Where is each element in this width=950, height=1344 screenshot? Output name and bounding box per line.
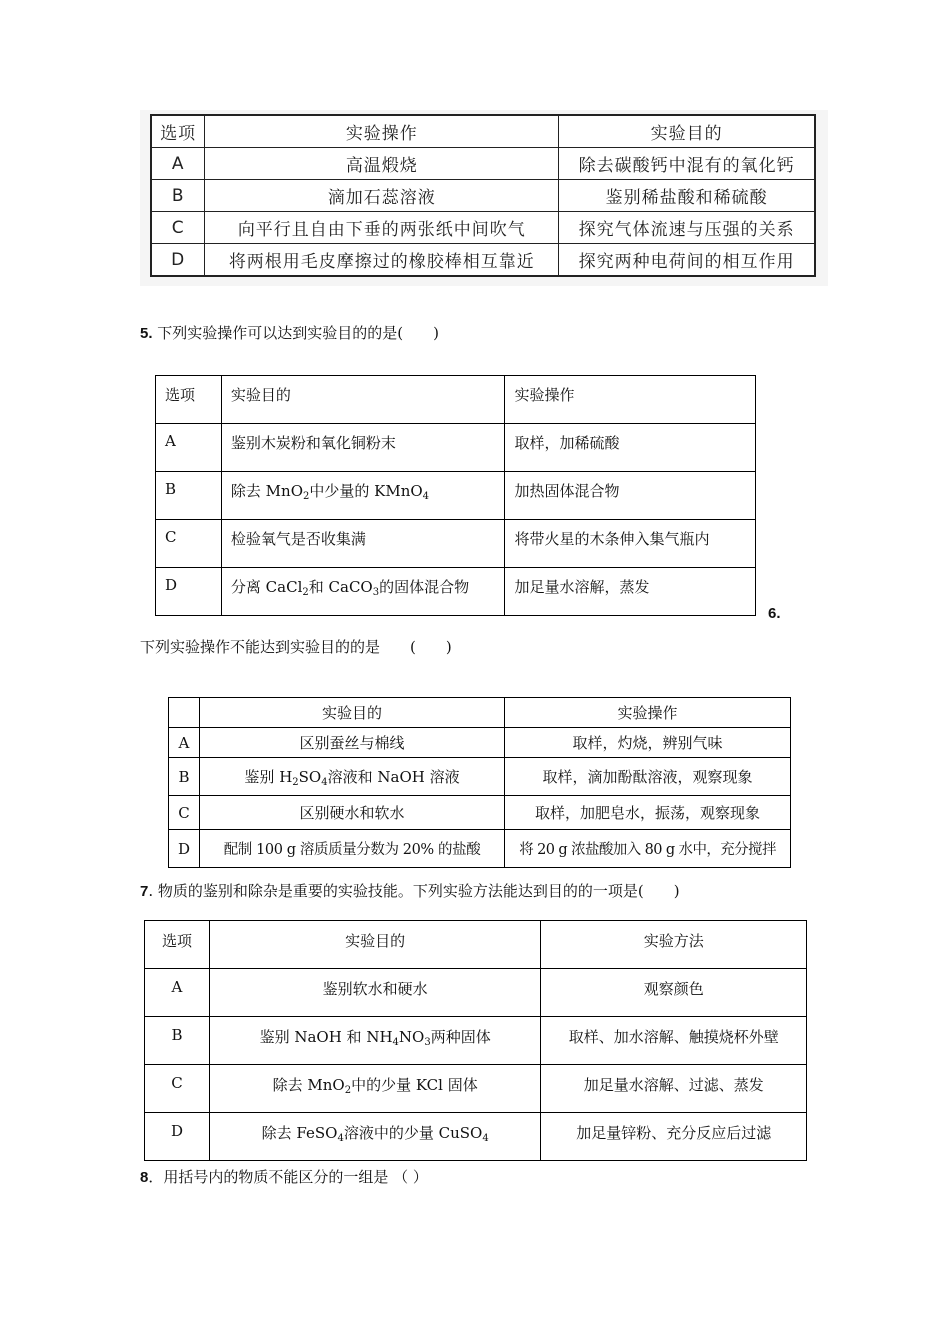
option-cell: A: [169, 728, 200, 758]
scanned-table: [150, 114, 816, 277]
operation-cell: 滴加石蕊溶液: [205, 180, 559, 212]
header-cell: 实验目的: [209, 921, 541, 969]
table-row: [156, 424, 756, 472]
goal-cell: 鉴别 $H_2SO_4$溶液和 NaOH 溶液: [199, 758, 504, 796]
header-cell: 实验目的: [199, 698, 504, 728]
goal-cell: 鉴别软水和硬水: [209, 969, 541, 1017]
goal-cell: 探究气体流速与压强的关系: [559, 212, 815, 244]
table-header-row: [156, 376, 756, 424]
question-number: 7: [140, 883, 149, 900]
operation-cell: 取样，滴加酚酞溶液，观察现象: [505, 758, 791, 796]
question-number: 8: [140, 1169, 149, 1186]
operation-cell: 高温煅烧: [205, 148, 559, 180]
table-header-row: [169, 698, 791, 728]
operation-cell: 加足量水溶解，蒸发: [505, 568, 756, 616]
table-row: [156, 472, 756, 520]
question-text: 下列实验操作可以达到实验目的的是( ): [157, 324, 440, 342]
option-cell: D: [169, 830, 200, 868]
header-cell: 实验操作: [205, 115, 559, 148]
option-cell: A: [145, 969, 210, 1017]
header-cell: 选项: [156, 376, 222, 424]
header-cell: 实验目的: [221, 376, 505, 424]
table-header-row: [151, 115, 815, 148]
goal-cell: 鉴别稀盐酸和稀硫酸: [559, 180, 815, 212]
q7-table: [144, 920, 807, 1161]
table-row: [156, 568, 756, 616]
operation-cell: 取样，加肥皂水，振荡，观察现象: [505, 796, 791, 830]
option-cell: C: [145, 1065, 210, 1113]
option-cell: A: [156, 424, 222, 472]
operation-cell: 向平行且自由下垂的两张纸中间吹气: [205, 212, 559, 244]
table-row: [151, 212, 815, 244]
table-row: [145, 1017, 807, 1065]
table-row: [169, 758, 791, 796]
operation-cell: 将两根用毛皮摩擦过的橡胶棒相互靠近: [205, 244, 559, 277]
header-cell: 选项: [151, 115, 205, 148]
goal-cell: 检验氧气是否收集满: [221, 520, 505, 568]
question-5: [140, 322, 439, 343]
table-row: [145, 1113, 807, 1161]
goal-cell: 鉴别木炭粉和氧化铜粉末: [221, 424, 505, 472]
question-text: . 物质的鉴别和除杂是重要的实验技能。下列实验方法能达到目的的一项是( ): [148, 882, 680, 900]
goal-cell: 除去 MnO$_2$中的少量 KCl 固体: [209, 1065, 541, 1113]
q6-table: [168, 697, 791, 868]
table-header-row: [145, 921, 807, 969]
table-row: [151, 148, 815, 180]
operation-cell: 加热固体混合物: [505, 472, 756, 520]
operation-cell: 取样，灼烧，辨别气味: [505, 728, 791, 758]
table-row: [151, 244, 815, 277]
method-cell: 加足量水溶解、过滤、蒸发: [541, 1065, 807, 1113]
header-cell: 选项: [145, 921, 210, 969]
option-cell: B: [151, 180, 205, 212]
header-cell: 实验操作: [505, 698, 791, 728]
table-row: [151, 180, 815, 212]
operation-cell: 将带火星的木条伸入集气瓶内: [505, 520, 756, 568]
goal-cell: 除去 FeSO$_4$溶液中的少量 CuSO$_4$: [209, 1113, 541, 1161]
goal-cell: 除去碳酸钙中混有的氧化钙: [559, 148, 815, 180]
question-8: [140, 1166, 428, 1187]
table-row: [169, 830, 791, 868]
goal-cell: 鉴别 NaOH 和 $NH_4NO_3$两种固体: [209, 1017, 541, 1065]
goal-cell: 配制 100 g 溶质质量分数为 20% 的盐酸: [199, 830, 504, 868]
option-cell: C: [156, 520, 222, 568]
option-cell: D: [156, 568, 222, 616]
goal-cell: 区别硬水和软水: [199, 796, 504, 830]
option-cell: B: [145, 1017, 210, 1065]
table-row: [169, 796, 791, 830]
option-cell: C: [151, 212, 205, 244]
operation-cell: 取样，加稀硫酸: [505, 424, 756, 472]
option-cell: D: [151, 244, 205, 277]
option-cell: B: [156, 472, 222, 520]
header-cell: 实验操作: [505, 376, 756, 424]
question-7: [140, 880, 680, 901]
q5-table: [155, 375, 756, 616]
goal-cell: 分离 CaCl$_2$和 CaCO$_3$的固体混合物: [221, 568, 505, 616]
method-cell: 取样、加水溶解、触摸烧杯外壁: [541, 1017, 807, 1065]
table-row: [169, 728, 791, 758]
table-row: [156, 520, 756, 568]
header-cell: 实验目的: [559, 115, 815, 148]
option-cell: B: [169, 758, 200, 796]
header-cell: 实验方法: [541, 921, 807, 969]
scanned-table-image: [140, 110, 828, 286]
goal-cell: 除去 MnO$_2$中少量的 KMnO$_4$: [221, 472, 505, 520]
table-row: [145, 969, 807, 1017]
method-cell: 加足量锌粉、充分反应后过滤: [541, 1113, 807, 1161]
question-text: 下列实验操作不能达到实验目的的是 ( ): [140, 638, 452, 656]
operation-cell: 将 20 g 浓盐酸加入 80 g 水中，充分搅拌: [505, 830, 791, 868]
goal-cell: 区别蚕丝与棉线: [199, 728, 504, 758]
question-text: ．用括号内的物质不能区分的一组是 （ ）: [148, 1168, 428, 1186]
question-number: 5.: [140, 325, 153, 342]
option-cell: A: [151, 148, 205, 180]
question-6-number: 6.: [768, 605, 781, 622]
table-row: [145, 1065, 807, 1113]
question-6: [140, 636, 452, 657]
method-cell: 观察颜色: [541, 969, 807, 1017]
goal-cell: 探究两种电荷间的相互作用: [559, 244, 815, 277]
header-cell: [169, 698, 200, 728]
option-cell: D: [145, 1113, 210, 1161]
option-cell: C: [169, 796, 200, 830]
